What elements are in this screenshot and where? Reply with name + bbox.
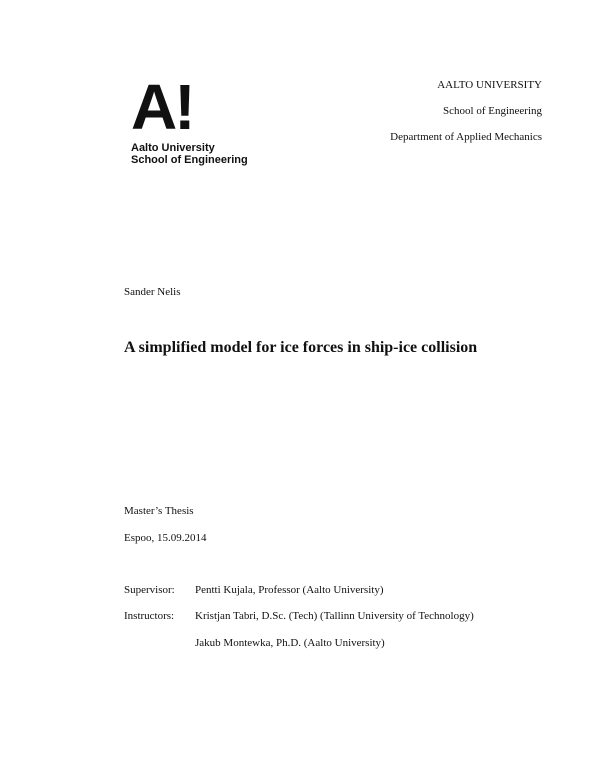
instructor-name-1: Kristjan Tabri, D.Sc. (Tech) (Tallinn University of Technology) [195,610,474,622]
thesis-type: Master’s Thesis [124,505,194,517]
instructor-name-2: Jakub Montewka, Ph.D. (Aalto University) [195,637,385,649]
department-name: Department of Applied Mechanics [390,131,542,143]
aalto-logo-text [131,142,248,166]
supervisor-label: Supervisor: [124,584,175,596]
instructors-label: Instructors: [124,610,175,622]
author-name: Sander Nelis [124,286,181,298]
aalto-logo [131,78,248,166]
logo-school-name: School of Engineering [131,154,248,166]
thesis-title: A simplified model for ice forces in ship-ice collision [124,339,478,356]
place-and-date: Espoo, 15.09.2014 [124,532,207,544]
university-name: AALTO UNIVERSITY [437,79,542,91]
affiliation-block [390,78,542,156]
school-name: School of Engineering [443,105,542,117]
supervisor-name: Pentti Kujala, Professor (Aalto University) [195,584,384,596]
aalto-logo-mark: A! [131,78,193,134]
logo-university-name: Aalto University [131,142,215,154]
